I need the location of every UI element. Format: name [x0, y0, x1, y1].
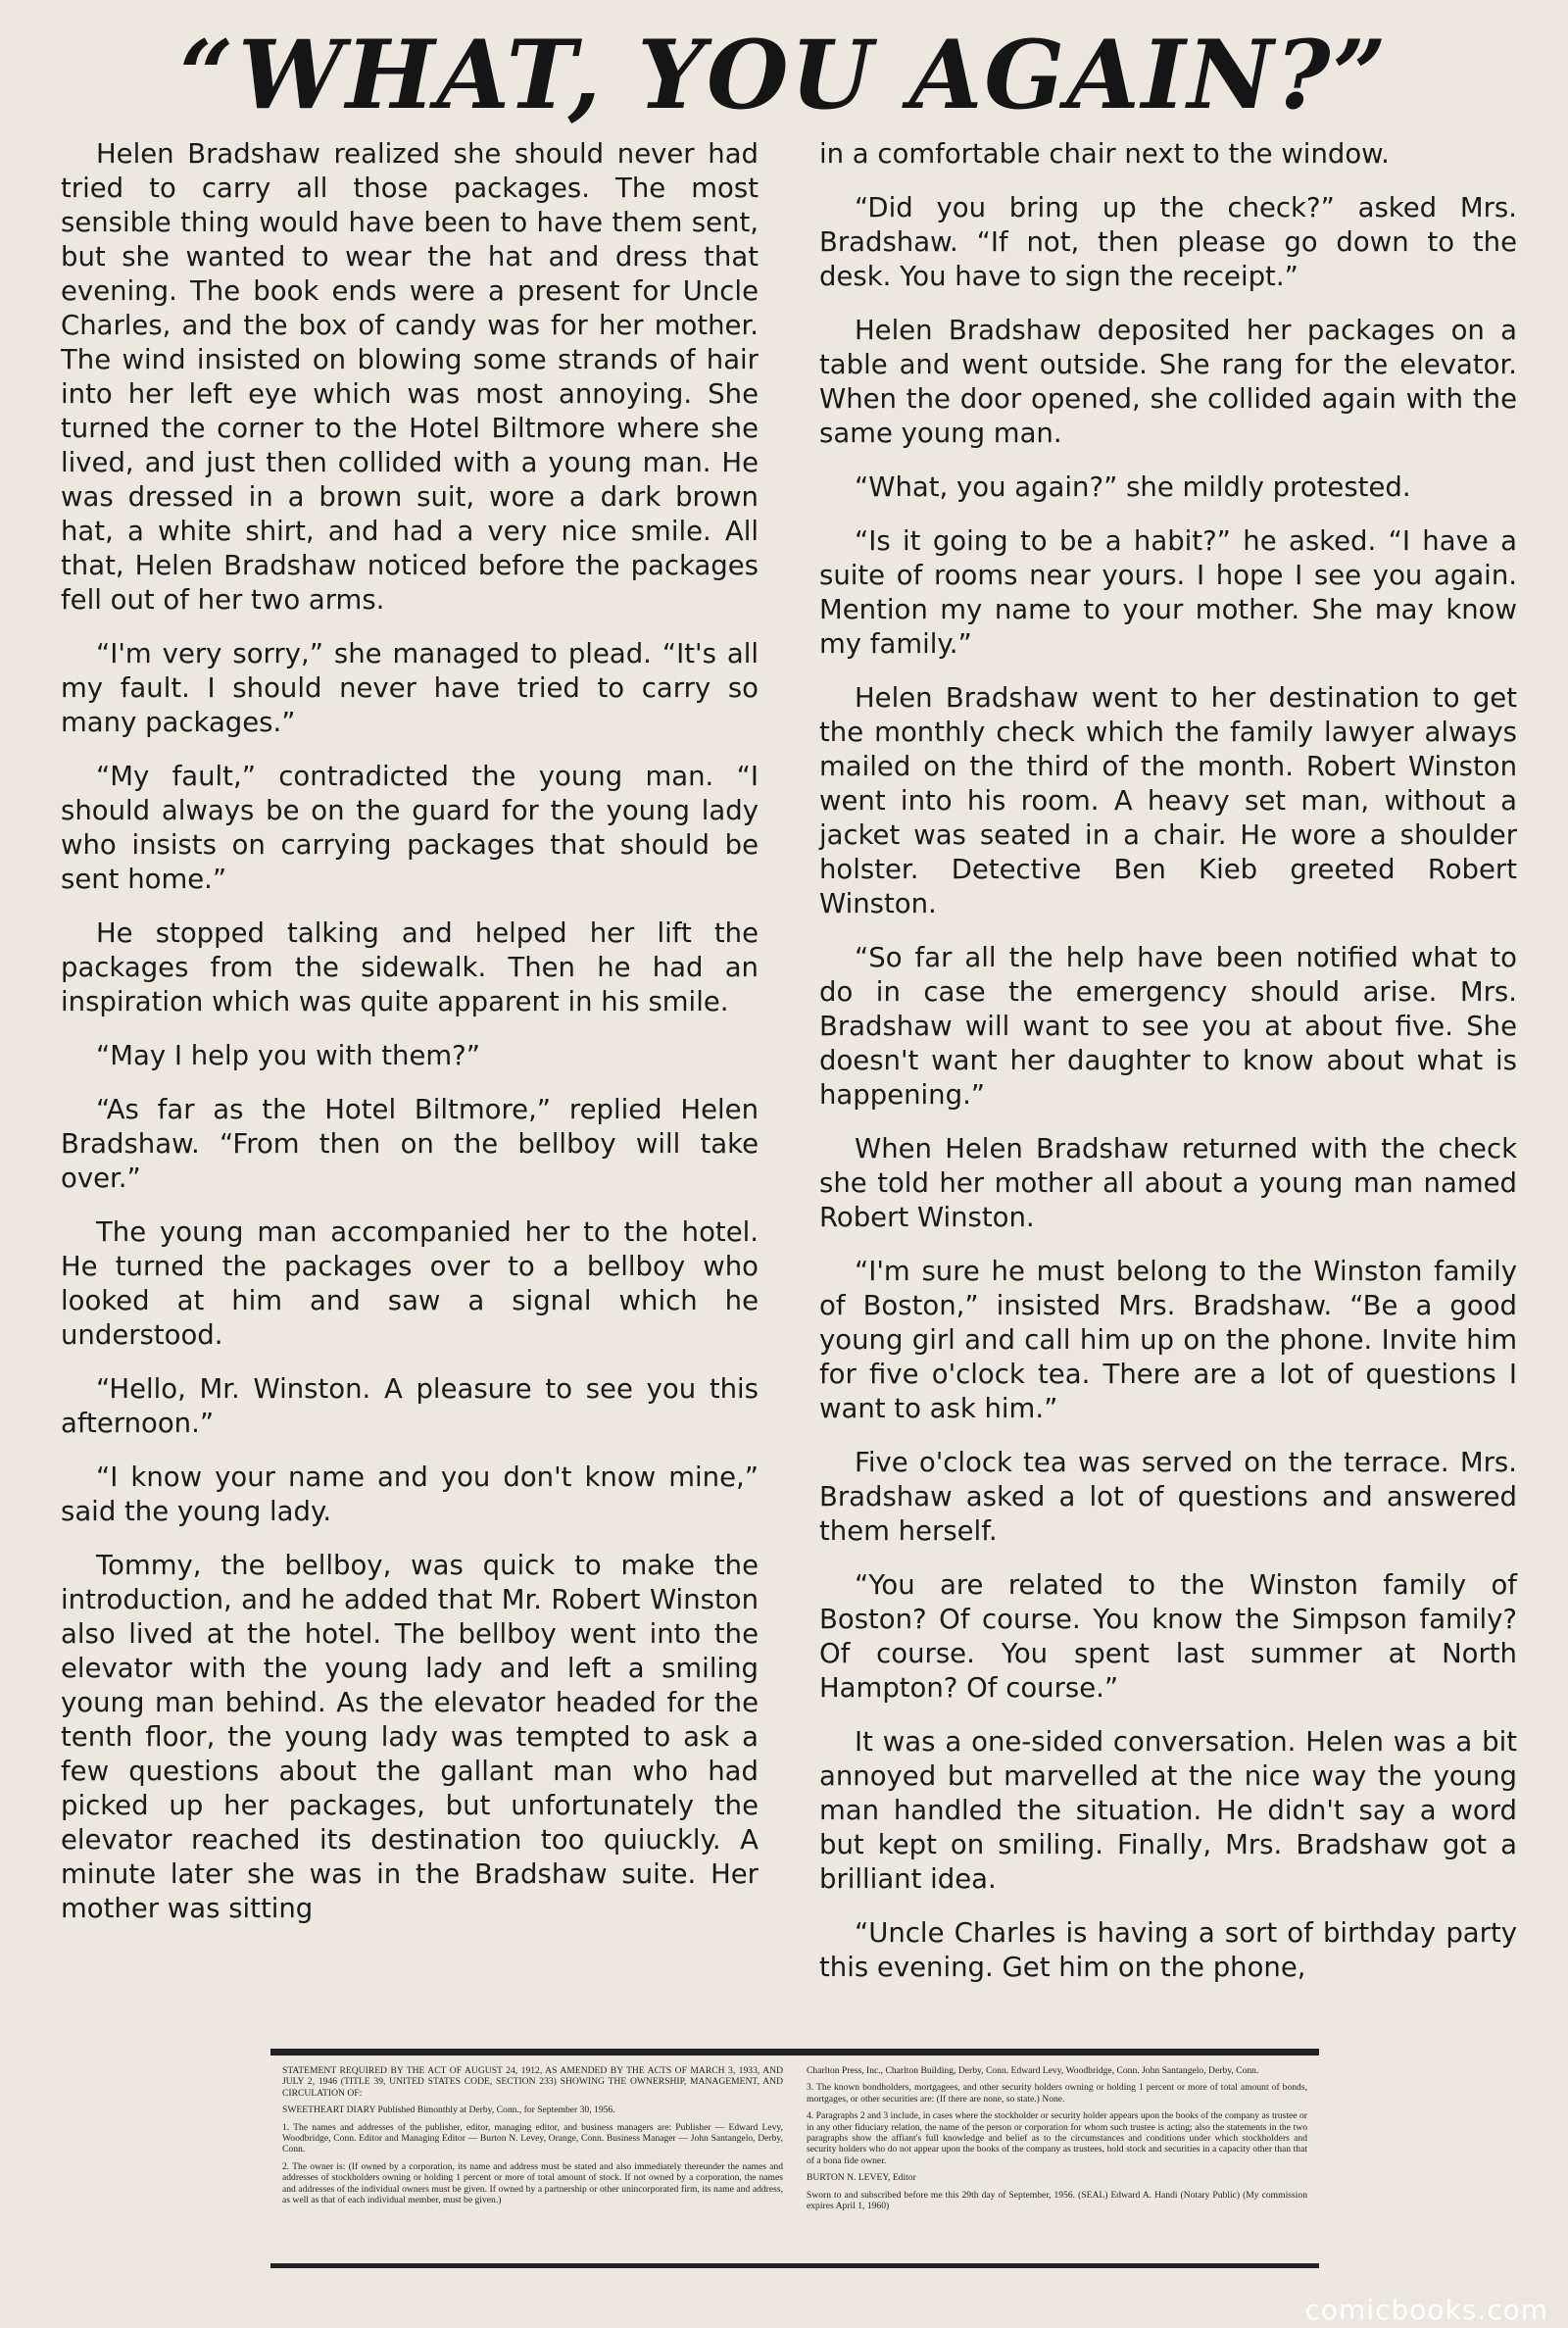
paragraph: “Is it going to be a habit?” he asked. “I have a suite of rooms near yours. I hope I see you again. Mention my name to your mother. She may know my family.”: [819, 525, 1517, 660]
statement-paragraph: 1. The names and addresses of the publisher, editor, managing editor, and business managers are: Publisher — Edward Levy, Woodbridge, Conn. Editor and Managing Editor — Burton N. Levey, Orange, Conn. Business Manager — John Santangelo, Derby, Conn.: [282, 2121, 783, 2155]
paragraph: “I'm sure he must belong to the Winston family of Boston,” insisted Mrs. Bradshaw. “Be a good young girl and call him up on the phone. Invite him for five o'clock tea. There are a lot of questions I want to ask him.”: [819, 1256, 1517, 1424]
paragraph: When Helen Bradshaw returned with the check she told her mother all about a young man named Robert Winston.: [819, 1133, 1517, 1233]
statement-right-column: [807, 2065, 1307, 2255]
paragraph: “I'm very sorry,” she managed to plead. “It's all my fault. I should never have tried to carry so many packages.”: [61, 638, 759, 738]
paragraph: “May I help you with them?”: [96, 1040, 480, 1071]
paragraph: Helen Bradshaw realized she should never had tried to carry all those packages. The most sensible thing would have been to have them sent, but she wanted to wear the hat and dress that evening. The book ends were a present for Uncle Charles, and the box of candy was for her mother. The wind insisted on blowing some strands of hair into her left eye which was most annoying. She turned the corner to the Hotel Biltmore where she lived, and just then collided with a young man. He was dressed in a brown suit, wore a dark brown hat, a white shirt, and had a very nice smile. All that, Helen Bradshaw noticed before the packages fell out of her two arms.: [61, 138, 759, 616]
paragraph: Helen Bradshaw went to her destination to get the monthly check which the family lawyer always mailed on the third of the month. Robert Winston went into his room. A heavy set man, without a jacket was seated in a chair. He wore a shoulder holster. Detective Ben Kieb greeted Robert Winston.: [819, 682, 1517, 919]
statement-paragraph: 4. Paragraphs 2 and 3 include, in cases where the stockholder or security holder appears upon the books of the company as trustee or in any other fiduciary relation, the name of the person or corporation for whom such trustee is acting; also the statements in the two paragraphs show the affiant's full knowledge and belief as to the circumstances and conditions under which stockholders and security holders who do not appear upon the books of the company as trustees, hold stock and securities in a capacity other than that of a bona fide owner.: [807, 2110, 1307, 2166]
paragraph: “As far as the Hotel Biltmore,” replied Helen Bradshaw. “From then on the bellboy will take over.”: [61, 1094, 759, 1194]
story-title: “WHAT, YOU AGAIN?”: [179, 20, 1389, 130]
watermark: comicbooks.com: [1304, 2294, 1548, 2326]
ownership-statement: [270, 2049, 1319, 2268]
statement-notary: Sworn to and subscribed before me this 29th day of September, 1956. (SEAL) Edward A. Handi (Notary Public) (My commission expires April 1, 1960): [807, 2189, 1307, 2212]
paragraph: “What, you again?” she mildly protested.: [855, 471, 1411, 503]
paragraph: “So far all the help have been notified what to do in case the emergency should arise. Mrs. Bradshaw will want to see you at about five. She doesn't want her daughter to know about what is happening.”: [819, 942, 1517, 1111]
statement-paragraph: SWEETHEART DIARY Published Bimonthly at Derby, Conn., for September 30, 1956.: [282, 2105, 615, 2116]
paragraph: “Hello, Mr. Winston. A pleasure to see you this afternoon.”: [61, 1373, 759, 1439]
paragraph: Tommy, the bellboy, was quick to make the introduction, and he added that Mr. Robert Winston also lived at the hotel. The bellboy went into the elevator with the young lady and left a smiling young man behind. As the elevator headed for the tenth floor, the young lady was tempted to ask a few questions about the gallant man who had picked up her packages, but unfortunately the elevator reached its destination too quiuckly. A minute later she was in the Bradshaw suite. Her mother was sitting: [61, 1550, 759, 1924]
paragraph: It was a one-sided conversation. Helen was a bit annoyed but marvelled at the nice way the young man handled the situation. He didn't say a word but kept on smiling. Finally, Mrs. Bradshaw got a brilliant idea.: [819, 1726, 1517, 1895]
paragraph: “You are related to the Winston family of Boston? Of course. You know the Simpson family? Of course. You spent last summer at North Hampton? Of course.”: [819, 1569, 1517, 1704]
right-column: [819, 137, 1517, 2005]
left-column: [61, 137, 759, 1946]
paragraph: “I know your name and you don't know mine,” said the young lady.: [61, 1461, 759, 1527]
statement-signature: BURTON N. LEVEY, Editor: [807, 2172, 916, 2184]
statement-paragraph: 3. The known bondholders, mortgagees, and other security holders owning or holding 1 percent or more of total amount of bonds, mortgages, or other securities are: (If there are none, so state.) None.: [807, 2082, 1307, 2105]
paragraph: “Did you bring up the check?” asked Mrs. Bradshaw. “If not, then please go down to the desk. You have to sign the receipt.”: [819, 192, 1517, 292]
paragraph: Five o'clock tea was served on the terrace. Mrs. Bradshaw asked a lot of questions and answered them herself.: [819, 1447, 1517, 1547]
paragraph-continued: in a comfortable chair next to the window.: [819, 138, 1390, 170]
paragraph: He stopped talking and helped her lift the packages from the sidewalk. Then he had an inspiration which was quite apparent in his smile.: [61, 917, 759, 1017]
statement-left-column: [282, 2065, 783, 2255]
statement-heading: STATEMENT REQUIRED BY THE ACT OF AUGUST 24, 1912, AS AMENDED BY THE ACTS OF MARCH 3, 1933, AND JULY 2, 1946 (TITLE 39, UNITED STATES CODE, SECTION 233) SHOWING THE OWNERSHIP, MANAGEMENT, AND CIRCULATION OF:: [282, 2065, 783, 2099]
paragraph: “Uncle Charles is having a sort of birthday party this evening. Get him on the phone,: [819, 1917, 1517, 1983]
statement-paragraph: Charlton Press, Inc., Charlton Building, Derby, Conn. Edward Levy, Woodbridge, Conn. John Santangelo, Derby, Conn.: [807, 2065, 1259, 2076]
paragraph: Helen Bradshaw deposited her packages on a table and went outside. She rang for the elevator. When the door opened, she collided again with the same young man.: [819, 315, 1517, 449]
paragraph: “My fault,” contradicted the young man. “I should always be on the guard for the young lady who insists on carrying packages that should be sent home.”: [61, 761, 759, 895]
paragraph: The young man accompanied her to the hotel. He turned the packages over to a bellboy who looked at him and saw a signal which he understood.: [61, 1216, 759, 1351]
statement-paragraph: 2. The owner is: (If owned by a corporation, its name and address must be stated and also immediately thereunder the names and addresses of stockholders owning or holding 1 percent or more of total amount of stock. If not owned by a corporation, the names and addresses of the individual owners must be given. If owned by a partnership or other unincorporated firm, its name and address, as well as that of each individual member, must be given.): [282, 2160, 783, 2206]
